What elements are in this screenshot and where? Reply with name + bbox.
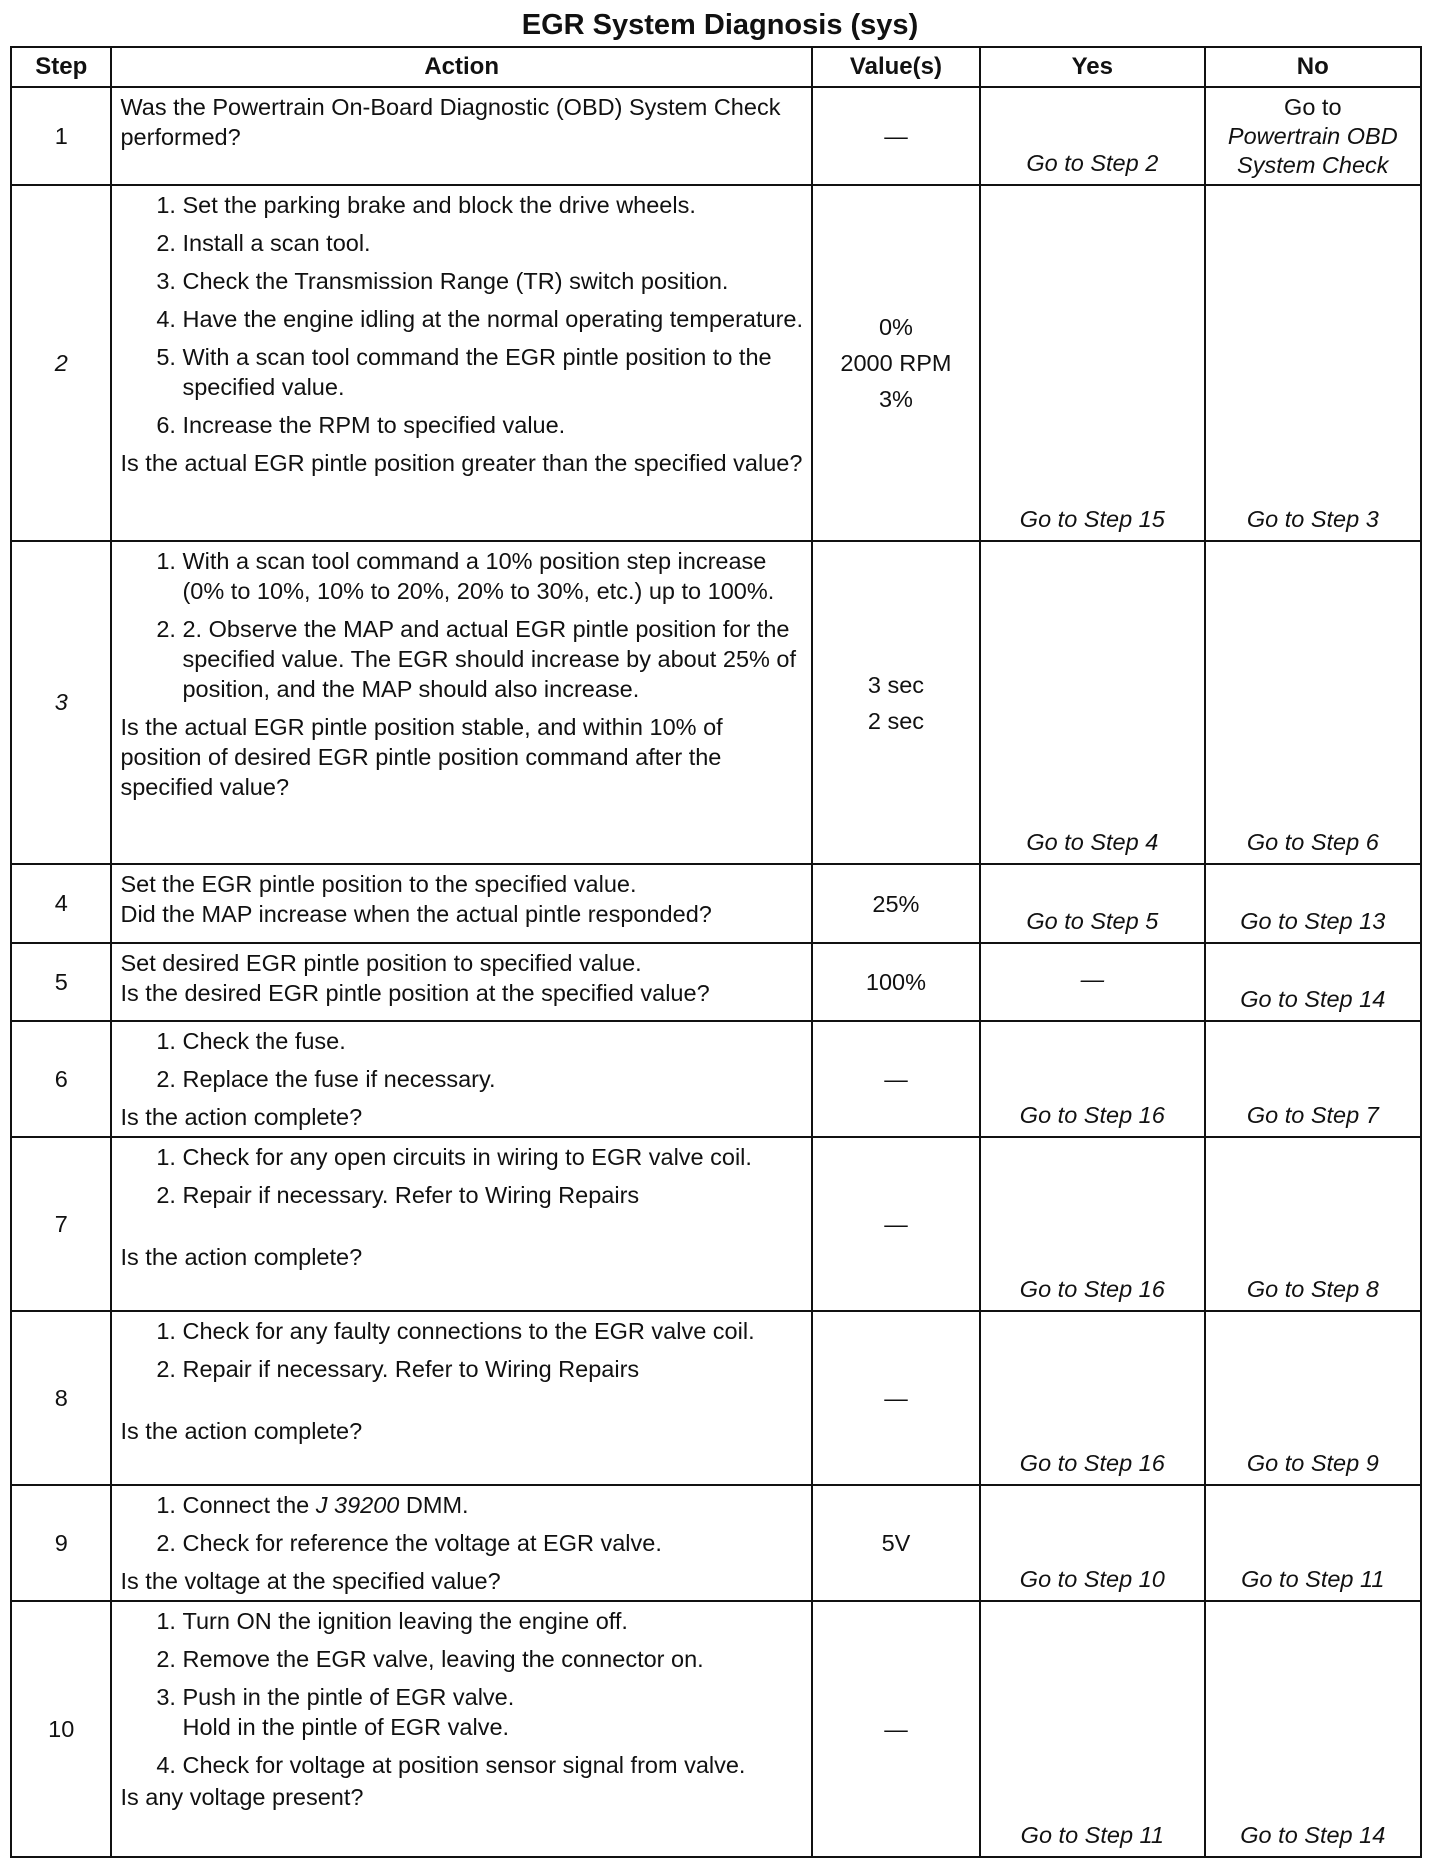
question-text: Is the action complete? [120,1244,363,1270]
step-row-1 [11,87,1421,185]
action-steps-list [120,1142,804,1210]
question-text: Is the actual EGR pintle position stable, and within 10% of position of desired EGR pintle position command after the specified value? [120,714,723,800]
action-steps-list [120,546,804,704]
no-cell: Go to Step 9 [1205,1311,1421,1485]
action-steps-list [120,1316,804,1384]
action-steps-list [120,190,804,440]
action-text: Set desired EGR pintle position to specified value. [120,950,642,976]
step-row-6 [11,1021,1421,1137]
action-cell [111,87,811,185]
action-step: 1. Turn ON the ignition leaving the engine off. [182,1606,804,1636]
action-step: 1. Check for any open circuits in wiring to EGR valve coil. [182,1142,804,1172]
action-cell [111,185,811,541]
tool-name: J 39200 [315,1492,400,1518]
no-cell: Go to Step 11 [1205,1485,1421,1601]
step-number: 1 [11,87,111,185]
header-row [11,47,1421,87]
yes-cell: Go to Step 16 [980,1137,1205,1311]
action-step-text: DMM. [399,1492,469,1518]
step-number: 3 [11,541,111,864]
action-steps-list [120,1606,804,1712]
spacer [120,1218,804,1242]
step-number: 5 [11,943,111,1021]
step-row-2 [11,185,1421,541]
action-steps-list [120,1490,804,1558]
yes-cell: Go to Step 16 [980,1311,1205,1485]
yes-cell: Go to Step 16 [980,1021,1205,1137]
step-number: 7 [11,1137,111,1311]
action-step [182,1490,804,1520]
no-cell: Go to Step 14 [1205,943,1421,1021]
action-step: 1. Check for any faulty connections to the EGR valve coil. [182,1316,804,1346]
yes-cell: — [980,943,1205,1021]
value-cell: 100% [812,943,980,1021]
action-cell [111,1311,811,1485]
action-step: 2. 2. Observe the MAP and actual EGR pintle position for the specified value. The EGR should increase by about 25% of position, and the MAP should also increase. [182,614,804,704]
step-row-9 [11,1485,1421,1601]
no-line: System Check [1237,152,1389,178]
question-text: Did the MAP increase when the actual pintle responded? [120,901,712,927]
no-cell: Go to Step 3 [1205,185,1421,541]
no-cell: Go to Step 14 [1205,1601,1421,1857]
action-step: 2. Repair if necessary. Refer to Wiring Repairs [182,1354,804,1384]
yes-cell: Go to Step 10 [980,1485,1205,1601]
action-cell [111,1485,811,1601]
value-line: 2 sec [867,707,925,734]
no-cell: Go to Step 6 [1205,541,1421,864]
question-text: Is the voltage at the specified value? [120,1568,501,1594]
col-header-step: Step [11,47,111,87]
value-cell [812,541,980,864]
step-row-5 [11,943,1421,1021]
action-step: 3. Push in the pintle of EGR valve. [182,1682,804,1712]
no-cell [1205,87,1421,185]
value-cell [812,185,980,541]
spacer [120,1392,804,1416]
action-step: 2. Install a scan tool. [182,228,804,258]
action-step: 1. Set the parking brake and block the drive wheels. [182,190,804,220]
action-step: 2. Replace the fuse if necessary. [182,1064,804,1094]
action-step: 1. Check the fuse. [182,1026,804,1056]
step-number: 2 [11,185,111,541]
step-number: 6 [11,1021,111,1137]
diagnosis-table [10,46,1422,1858]
action-cell [111,943,811,1021]
yes-cell: Go to Step 15 [980,185,1205,541]
yes-cell: Go to Step 5 [980,864,1205,943]
value-cell: — [812,1311,980,1485]
action-step: 3. Check the Transmission Range (TR) switch position. [182,266,804,296]
value-cell: — [812,1137,980,1311]
action-steps-list [120,1750,804,1780]
action-cell [111,541,811,864]
page-title: EGR System Diagnosis (sys) [521,9,919,41]
step-row-10 [11,1601,1421,1857]
action-step: 6. Increase the RPM to specified value. [182,410,804,440]
action-step: 5. With a scan tool command the EGR pintle position to the specified value. [182,342,804,402]
action-cell [111,1601,811,1857]
step-number: 8 [11,1311,111,1485]
step-row-8 [11,1311,1421,1485]
step-number: 4 [11,864,111,943]
question-text: Is the action complete? [120,1418,363,1444]
action-step: 4. Check for voltage at position sensor signal from valve. [182,1750,804,1780]
value-cell: — [812,1021,980,1137]
question-text: Is any voltage present? [120,1784,364,1810]
action-text: Set the EGR pintle position to the specified value. [120,871,637,897]
yes-cell: Go to Step 2 [980,87,1205,185]
value-cell: 5V [812,1485,980,1601]
value-cell: — [812,87,980,185]
action-step: 2. Repair if necessary. Refer to Wiring Repairs [182,1180,804,1210]
no-cell: Go to Step 7 [1205,1021,1421,1137]
question-text: Is the actual EGR pintle position greater than the specified value? [120,450,803,476]
action-step: 2. Check for reference the voltage at EGR valve. [182,1528,804,1558]
action-steps-list [120,1026,804,1094]
yes-cell: Go to Step 11 [980,1601,1205,1857]
no-line: Go to [1284,94,1342,120]
action-cell [111,864,811,943]
question-text: Is the action complete? [120,1104,363,1130]
col-header-no: No [1205,47,1421,87]
col-header-yes: Yes [980,47,1205,87]
action-step: 4. Have the engine idling at the normal operating temperature. [182,304,804,334]
step-number: 9 [11,1485,111,1601]
action-cell [111,1137,811,1311]
value-cell: 25% [812,864,980,943]
step-number: 10 [11,1601,111,1857]
step-row-3 [11,541,1421,864]
col-header-values: Value(s) [812,47,980,87]
yes-cell: Go to Step 4 [980,541,1205,864]
value-line: 3 sec [867,671,925,698]
question-text: Is the desired EGR pintle position at the specified value? [120,980,710,1006]
step-row-7 [11,1137,1421,1311]
action-substep: Hold in the pintle of EGR valve. [182,1714,510,1740]
value-line: 3% [878,386,913,412]
value-cell: — [812,1601,980,1857]
action-step: 1. With a scan tool command a 10% position step increase (0% to 10%, 10% to 20%, 20% to 30%, etc.) up to 100%. [182,546,804,606]
no-line: Powertrain OBD [1227,123,1398,149]
step-row-4 [11,864,1421,943]
value-line: 2000 RPM [840,350,952,376]
no-cell: Go to Step 8 [1205,1137,1421,1311]
col-header-action: Action [111,47,811,87]
no-cell: Go to Step 13 [1205,864,1421,943]
action-cell [111,1021,811,1137]
value-line: 0% [878,314,913,340]
action-step: 2. Remove the EGR valve, leaving the connector on. [182,1644,804,1674]
question-text: Was the Powertrain On-Board Diagnostic (OBD) System Check performed? [120,94,781,150]
action-step-text: Connect the [182,1492,316,1518]
